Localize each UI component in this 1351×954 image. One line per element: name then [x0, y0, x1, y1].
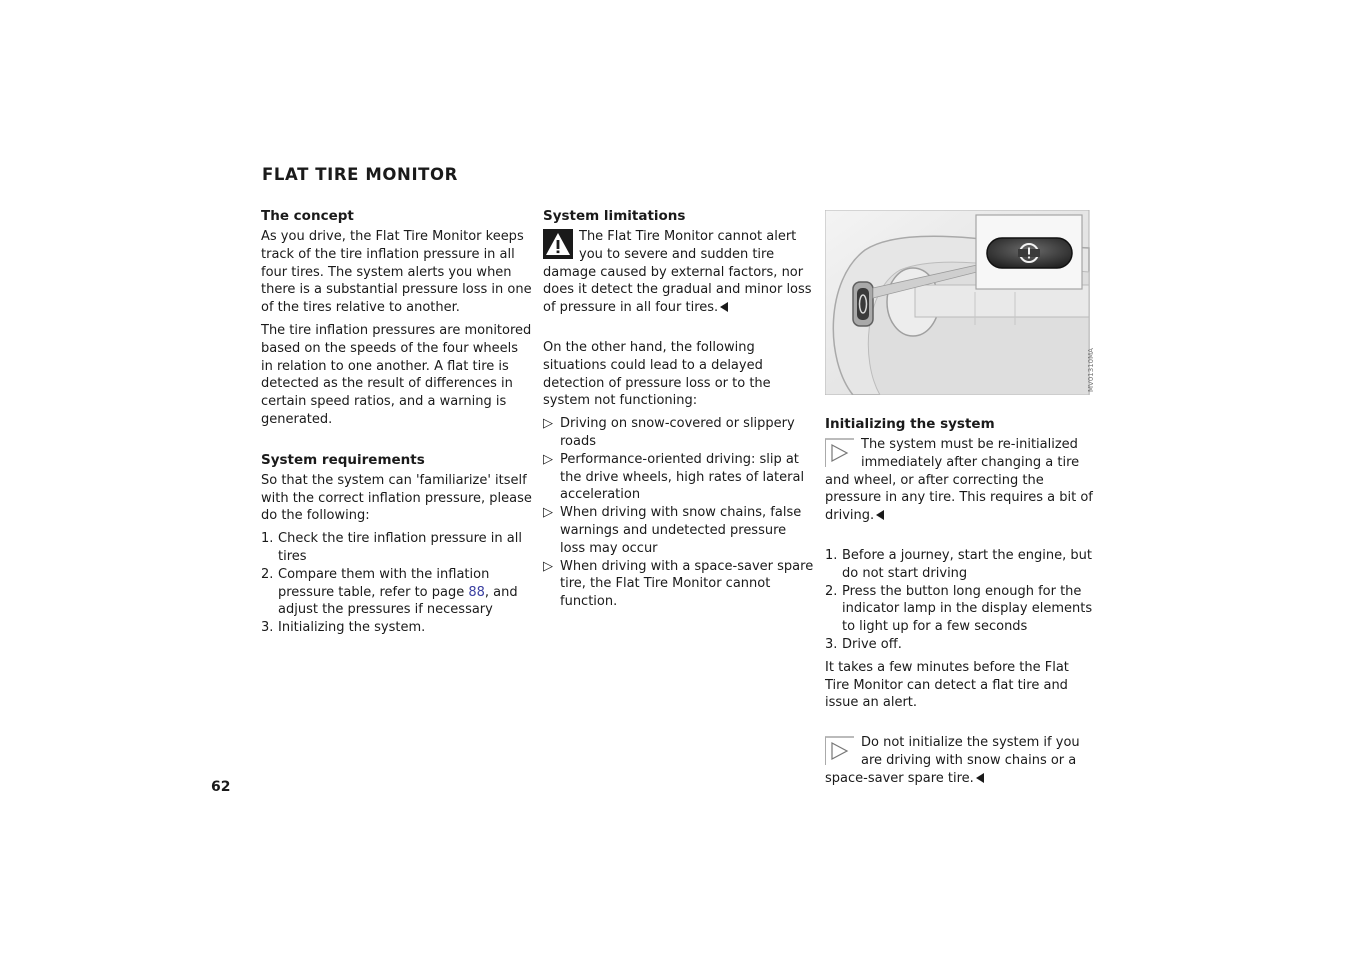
list-item: ▷ When driving with a space-saver spare tire, the Flat Tire Monitor cannot function.	[543, 558, 814, 610]
limitations-list	[543, 415, 815, 611]
warning-note: The Flat Tire Monitor cannot alert you to severe and sudden tire damage caused by external factors, nor does it detect the gradual and minor loss of pressure in all four tires.	[543, 229, 812, 316]
list-item: ▷ When driving with snow chains, false warnings and undetected pressure loss may occur	[543, 505, 802, 556]
page-heading: FLAT TIRE MONITOR	[262, 165, 458, 184]
list-item: 3. Drive off.	[825, 636, 902, 652]
list-item: 2. Press the button long enough for the indicator lamp in the display elements to light up for a few seconds	[825, 583, 1093, 635]
list-item: 2. Compare them with the inflation pressure table, refer to page 88, and adjust the pressures if necessary	[261, 566, 518, 618]
list-item: ▷ Driving on snow-covered or slippery roads	[543, 416, 795, 449]
section-title-requirements: System requirements	[261, 451, 425, 468]
end-mark-icon	[976, 773, 984, 783]
note-triangle-icon	[825, 438, 855, 468]
column-middle	[543, 207, 815, 616]
concept-paragraph-1: As you drive, the Flat Tire Monitor keeps track of the tire inflation pressure in all four tires. The system alerts you when there is a substantial pressure loss in one of the tires relative to another.	[261, 229, 532, 316]
section-title-initializing: Initializing the system	[825, 416, 995, 432]
limitations-intro: On the other hand, the following situations could lead to a delayed detection of pressure loss or to the system not functioning:	[543, 339, 771, 409]
page-number: 62	[211, 779, 231, 795]
column-right	[825, 415, 1097, 793]
initializing-after: It takes a few minutes before the Flat Tire Monitor can detect a flat tire and issue an alert.	[825, 659, 1069, 711]
note-1: The system must be re-initialized immediately after changing a tire and wheel, or after correcting the pressure in any tire. This requires a bit of driving.	[825, 437, 1093, 524]
end-mark-icon	[876, 510, 884, 520]
figure-code: MV01310MA	[1087, 348, 1095, 392]
note-2: Do not initialize the system if you are driving with snow chains or a space-saver spare tire.	[825, 735, 1080, 786]
page-link[interactable]: 88	[468, 584, 485, 600]
list-item: 3. Initializing the system.	[261, 620, 426, 636]
initializing-steps	[825, 547, 1097, 654]
dashboard-button-image	[825, 210, 1097, 395]
list-item: 1. Check the tire inflation pressure in all tires	[261, 531, 522, 564]
note-triangle-icon	[825, 736, 855, 766]
column-left	[261, 207, 533, 642]
requirements-intro: So that the system can 'familiarize' itself with the correct inflation pressure, please do the following:	[261, 472, 532, 524]
concept-paragraph-2: The tire inflation pressures are monitored based on the speeds of the four wheels in relation to one another. A flat tire is detected as the result of differences in certain speed ratios, and a warning is generated.	[261, 322, 532, 427]
requirements-steps	[261, 530, 533, 637]
list-item: ▷ Performance-oriented driving: slip at the drive wheels, high rates of lateral acceleration	[543, 451, 805, 503]
section-title-concept: The concept	[261, 208, 354, 224]
warning-icon	[543, 229, 573, 259]
section-title-limitations: System limitations	[543, 208, 686, 224]
end-mark-icon	[720, 302, 728, 312]
button-illustration	[825, 210, 1097, 395]
list-item: 1. Before a journey, start the engine, but do not start driving	[825, 547, 1092, 581]
